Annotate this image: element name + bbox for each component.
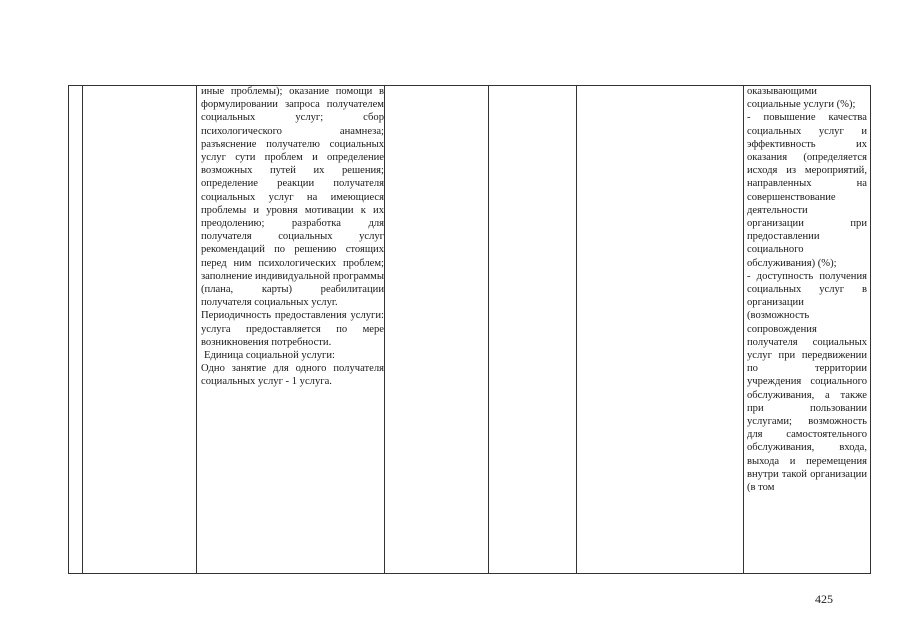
column-divider xyxy=(870,85,871,574)
service-description-paragraph: иные проблемы); оказание помощи в формулировании запроса получателем социальных услуг; сбор психологического анамнеза; разъяснение получателю социальных услуг сути проблем и определение возможных путей их решения; определение реакции получателя социальных услуг на имеющиеся проблемы и уровня мотивации к их преодолению; разработка для получателя социальных услуг рекомендаций по решению стоящих перед ним психологических проблем; заполнение индивидуальной программы (плана, карты) реабилитации получателя социальных услуг. xyxy=(201,86,384,309)
column-divider xyxy=(743,85,744,574)
page-number: 425 xyxy=(815,592,833,606)
column-divider xyxy=(68,85,69,574)
column-divider xyxy=(384,85,385,574)
periodicity-paragraph: Периодичность предоставления услуги: услуга предоставляется по мере возникновения потребности. xyxy=(201,310,384,348)
unit-paragraph: Одно занятие для одного получателя социальных услуг - 1 услуга. xyxy=(201,363,384,388)
column-divider xyxy=(576,85,577,574)
unit-heading: Единица социальной услуги: xyxy=(204,350,335,362)
indicator-paragraph: - доступность получения социальных услуг в организации (возможность сопровождения получателя социальных услуг при передвижении по территории учреждения социального обслуживания, а также при пользовании услугами; возможность для самостоятельного обслуживания, входа, выхода и перемещения внутри такой организации (в том xyxy=(747,270,867,494)
quality-indicators-cell xyxy=(747,85,867,573)
services-table xyxy=(68,85,871,574)
indicator-paragraph: оказывающими социальные услуги (%); xyxy=(747,86,856,111)
column-divider xyxy=(196,85,197,574)
table-bottom-border xyxy=(68,573,871,574)
indicator-paragraph: - повышение качества социальных услуг и эффективность их оказания (определяется исходя из мероприятий, направленных на совершенствование деятельности организации при предоставлении социального обслуживания) (%); xyxy=(747,112,867,269)
service-description-cell xyxy=(201,85,384,389)
column-divider xyxy=(82,85,83,574)
column-divider xyxy=(488,85,489,574)
